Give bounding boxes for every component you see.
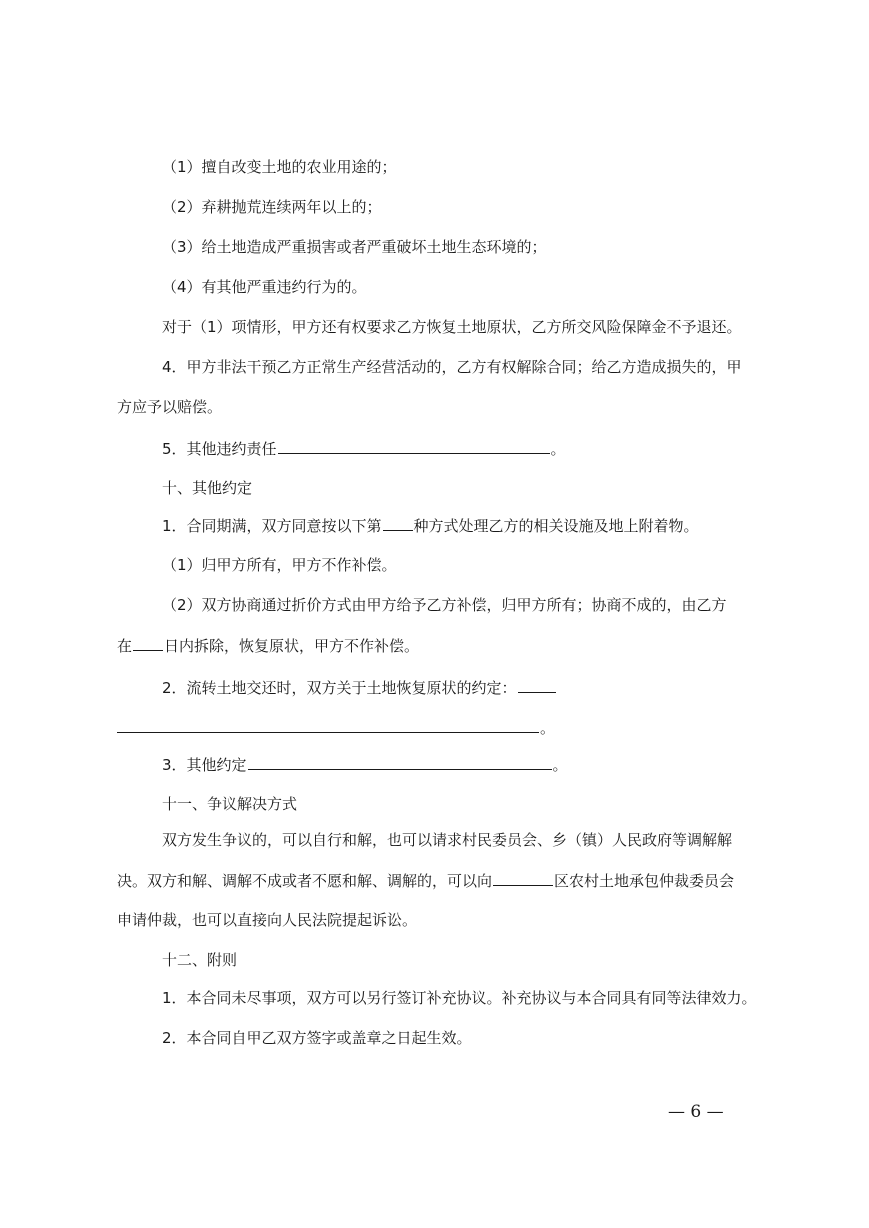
option-2-line-1: （2）双方协商通过折价方式由甲方给予乙方补偿，归甲方所有；协商不成的，由乙方 <box>162 596 727 614</box>
other-agreements-blank[interactable] <box>248 754 552 770</box>
clause-expiry-handling-part-2: 种方式处理乙方的相关设施及地上附着物。 <box>413 517 699 535</box>
days-blank[interactable] <box>133 635 163 651</box>
section-heading-11: 十一、争议解决方式 <box>162 795 298 813</box>
clause-2: （2）弃耕抛荒连续两年以上的； <box>162 198 382 216</box>
page-number: — 6 — <box>668 1102 724 1122</box>
clause-3: （3）给土地造成严重损害或者严重破坏土地生态环境的； <box>162 238 547 256</box>
option-2-prefix: 在 <box>117 637 133 655</box>
period-mark: 。 <box>550 440 566 458</box>
clause-other-liability-label: 5．其他违约责任 <box>162 440 277 458</box>
annex-clause-2: 2．本合同自甲乙双方签字或盖章之日起生效。 <box>162 1029 472 1047</box>
dispute-line-2-part-1: 决。双方和解、调解不成或者不愿和解、调解的，可以向 <box>117 872 493 890</box>
clause-other-liability <box>162 438 566 459</box>
period-mark: 。 <box>540 719 556 737</box>
clause-interference-line-2: 方应予以赔偿。 <box>117 398 223 416</box>
dispute-line-3: 申请仲裁，也可以直接向人民法院提起诉讼。 <box>117 911 418 929</box>
clause-other-agreements-label: 3．其他约定 <box>162 756 247 774</box>
clause-1: （1）擅自改变土地的农业用途的； <box>162 158 397 176</box>
clause-4: （4）有其他严重违约行为的。 <box>162 278 367 296</box>
clause-penalty-note: 对于（1）项情形，甲方还有权要求乙方恢复土地原状，乙方所交风险保障金不予退还。 <box>162 318 742 336</box>
restoration-blank-2[interactable] <box>117 717 539 733</box>
other-liability-blank[interactable] <box>278 438 550 454</box>
dispute-line-2-part-2: 区农村土地承包仲裁委员会 <box>554 872 735 890</box>
clause-land-restoration-label: 2．流转土地交还时，双方关于土地恢复原状的约定： <box>162 679 517 697</box>
method-number-blank[interactable] <box>383 515 413 531</box>
section-heading-10: 十、其他约定 <box>162 479 253 497</box>
district-blank[interactable] <box>493 870 553 886</box>
restoration-blank-1[interactable] <box>518 677 556 693</box>
option-2-suffix: 日内拆除，恢复原状，甲方不作补偿。 <box>164 637 420 655</box>
annex-clause-1: 1．本合同未尽事项，双方可以另行签订补充协议。补充协议与本合同具有同等法律效力。 <box>162 989 757 1007</box>
dispute-line-1: 双方发生争议的，可以自行和解，也可以请求村民委员会、乡（镇）人民政府等调解解 <box>162 831 733 849</box>
option-2-line-2 <box>117 635 419 656</box>
dispute-line-2 <box>117 870 734 891</box>
option-1: （1）归甲方所有，甲方不作补偿。 <box>162 556 397 574</box>
clause-expiry-handling <box>162 515 699 536</box>
clause-land-restoration <box>162 677 557 698</box>
clause-expiry-handling-part-1: 1．合同期满，双方同意按以下第 <box>162 517 382 535</box>
section-heading-12: 十二、附则 <box>162 951 238 969</box>
clause-interference-line-1: 4．甲方非法干预乙方正常生产经营活动的，乙方有权解除合同；给乙方造成损失的，甲 <box>162 358 742 376</box>
period-mark: 。 <box>552 756 568 774</box>
clause-land-restoration-line-2 <box>117 717 555 738</box>
clause-other-agreements <box>162 754 568 775</box>
